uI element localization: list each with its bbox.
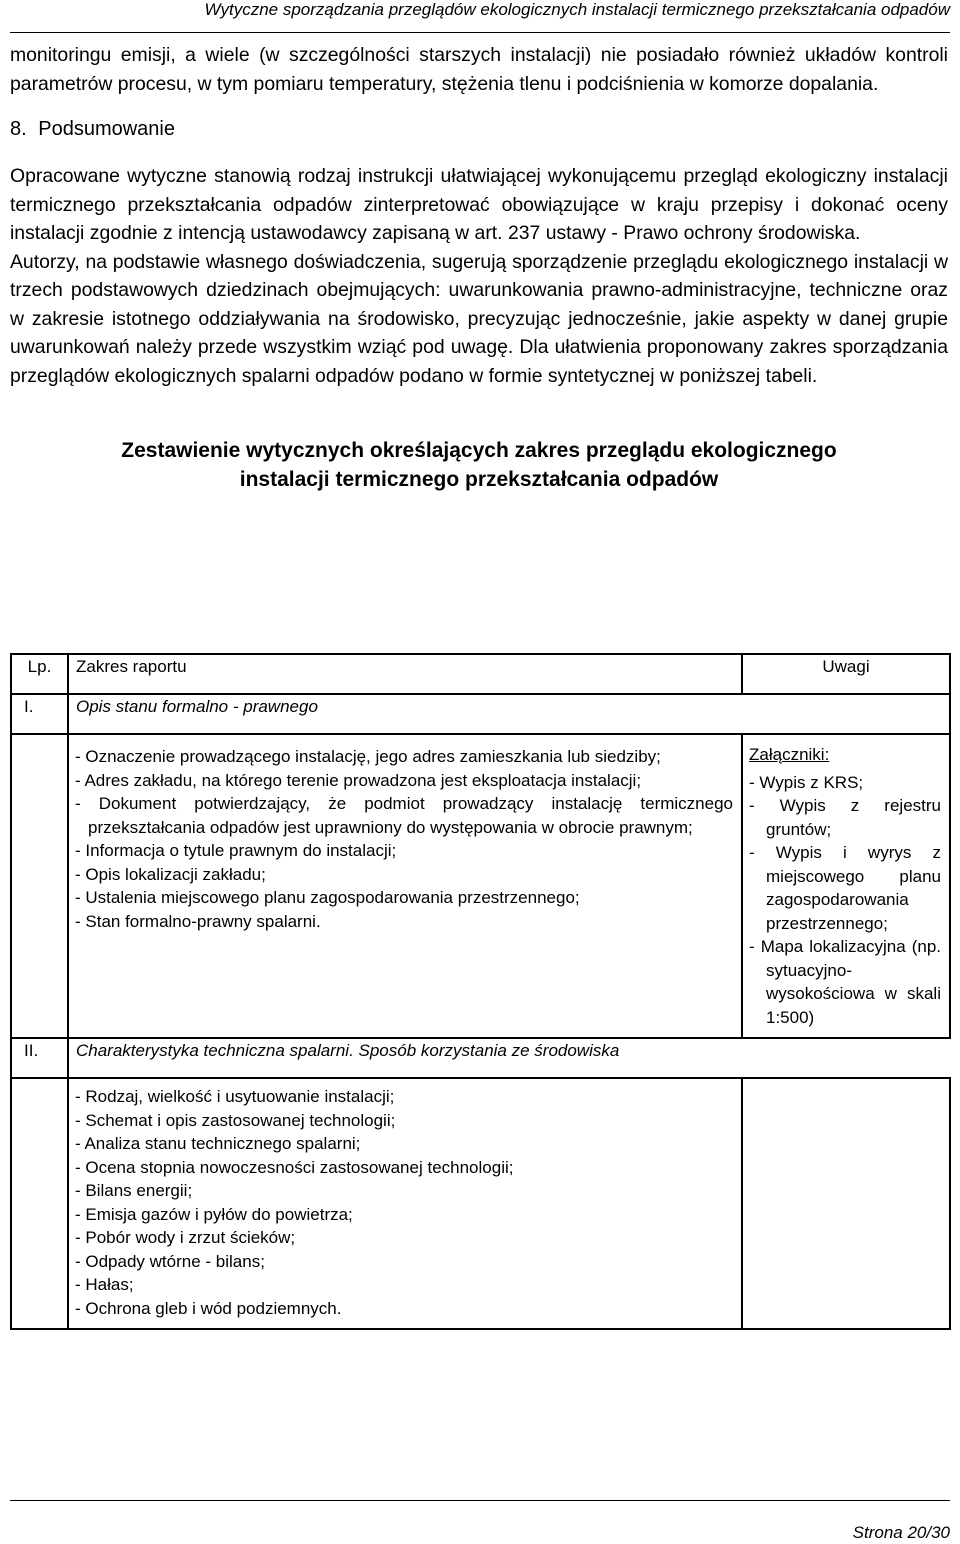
table-title-line-1: Zestawienie wytycznych określających zakres przeglądu ekologicznego xyxy=(121,439,837,462)
list-item: - Oznaczenie prowadzącego instalację, jego adres zamieszkania lub siedziby; xyxy=(75,747,661,766)
summary-paragraph-2: Autorzy, na podstawie własnego doświadczenia, sugerują sporządzenie przeglądu ekologicznego instalacji w trzech podstawowych dziedzinach obejmujących: uwarunkowania prawno-administracyjne, techniczne oraz w zakresie istotnego oddziaływania na środowisko, precyzując jednocześnie, jakie aspekty w danej grupie uwarunkowań należy przede wszystkim wziąć pod uwagę. Dla ułatwienia proponowany zakres sporządzania przeglądów ekologicznych spalarni odpadów podano w formie syntetycznej w poniższej tabeli. xyxy=(10,250,948,387)
page-number: Strona 20/30 xyxy=(852,1523,950,1542)
section-row-1 xyxy=(11,694,950,734)
section-2-items xyxy=(69,1079,741,1328)
list-item: - Analiza stanu technicznego spalarni; xyxy=(75,1134,361,1153)
attachments-list xyxy=(749,771,941,1030)
section-1-number: I. xyxy=(11,694,68,734)
intro-paragraph: monitoringu emisji, a wiele (w szczególności starszych instalacji) nie posiadało również układów kontroli parametrów procesu, w tym pomiaru temperatury, stężenia tlenu i podciśnienia w komorze dopalania. xyxy=(10,44,948,95)
list-item: - Pobór wody i zrzut ścieków; xyxy=(75,1228,296,1247)
section-number: 8. xyxy=(10,118,27,140)
section-2-uwagi-empty xyxy=(742,1078,950,1329)
attachment-item: - Mapa lokalizacyjna (np. sytuacyjno-wysokościowa w skali 1:500) xyxy=(749,937,941,1027)
attachment-item: - Wypis z rejestru gruntów; xyxy=(749,796,941,839)
section-1-uwagi-cell xyxy=(742,734,950,1038)
section-2-content-row xyxy=(11,1078,950,1329)
list-item: - Hałas; xyxy=(75,1275,134,1294)
section-1-title: Opis stanu formalno - prawnego xyxy=(68,694,742,734)
section-2-title: Charakterystyka techniczna spalarni. Sposób korzystania ze środowiska xyxy=(68,1038,950,1078)
document-body xyxy=(10,41,948,494)
running-header xyxy=(10,0,950,33)
running-title: Wytyczne sporządzania przeglądów ekologicznych instalacji termicznego przekształcania odpadów xyxy=(204,0,950,19)
section-1-uwagi-header xyxy=(742,694,950,734)
list-item: - Adres zakładu, na którego terenie prowadzona jest eksploatacja instalacji; xyxy=(75,770,642,790)
section-2-number: II. xyxy=(11,1038,68,1078)
section-1-content-row xyxy=(11,734,950,1038)
section-row-2 xyxy=(11,1038,950,1078)
section-title: Podsumowanie xyxy=(38,118,175,140)
section-2-items-cell xyxy=(68,1078,742,1329)
attachments-title: Załączniki: xyxy=(749,745,830,764)
header-uwagi: Uwagi xyxy=(742,654,950,694)
list-item: - Rodzaj, wielkość i usytuowanie instalacji; xyxy=(75,1087,395,1106)
list-item: - Odpady wtórne - bilans; xyxy=(75,1251,265,1271)
list-item: - Ustalenia miejscowego planu zagospodarowania przestrzennego; xyxy=(75,888,580,907)
guidelines-table xyxy=(10,653,951,1330)
section-heading xyxy=(10,115,948,143)
attachment-item: - Wypis z KRS; xyxy=(749,772,864,792)
header-lp: Lp. xyxy=(11,654,68,694)
list-item: - Stan formalno-prawny spalarni. xyxy=(75,911,321,931)
list-item: - Informacja o tytule prawnym do instalacji; xyxy=(75,841,397,860)
table-title-line-2: instalacji termicznego przekształcania odpadów xyxy=(239,468,719,491)
header-zakres: Zakres raportu xyxy=(68,654,742,694)
section-2-lp-empty xyxy=(11,1078,68,1329)
table-title xyxy=(10,436,948,494)
list-item: - Opis lokalizacji zakładu; xyxy=(75,864,266,884)
list-item: - Bilans energii; xyxy=(75,1181,193,1200)
section-1-items-cell xyxy=(68,734,742,1038)
list-item: - Emisja gazów i pyłów do powietrza; xyxy=(75,1204,353,1224)
section-1-lp-empty xyxy=(11,734,68,1038)
summary-paragraph-1: Opracowane wytyczne stanowią rodzaj instrukcji ułatwiającej wykonującemu przegląd ekologiczny instalacji termicznego przekształcania odpadów zinterpretować obowiązujące w kraju przepisy i dokonać oceny instalacji zgodnie z intencją ustawodawcy zapisaną w art. 237 ustawy - Prawo ochrony środowiska. xyxy=(10,165,948,244)
list-item: - Ochrona gleb i wód podziemnych. xyxy=(75,1298,342,1318)
list-item: - Schemat i opis zastosowanej technologii; xyxy=(75,1110,396,1130)
list-item: - Ocena stopnia nowoczesności zastosowanej technologii; xyxy=(75,1157,514,1177)
page-footer xyxy=(10,1500,950,1544)
table-header-row xyxy=(11,654,950,694)
list-item: - Dokument potwierdzający, że podmiot prowadzący instalację termicznego przekształcania odpadów jest uprawniony do występowania w obrocie prawnym; xyxy=(75,794,733,837)
attachment-item: - Wypis i wyrys z miejscowego planu zagospodarowania przestrzennego; xyxy=(749,843,941,933)
section-1-items xyxy=(69,735,741,941)
